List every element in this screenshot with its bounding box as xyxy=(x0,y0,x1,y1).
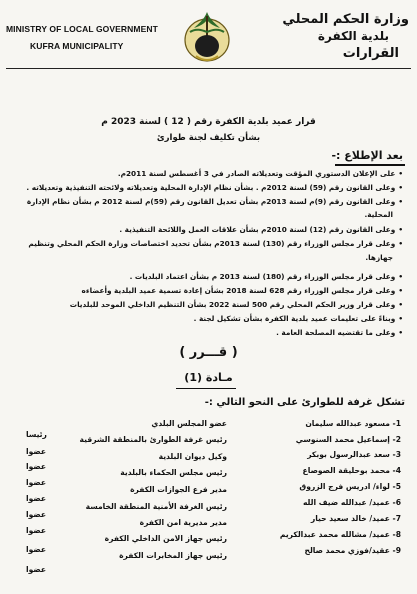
preamble-heading-underline xyxy=(335,164,405,166)
preamble-item-continued: جهازها. xyxy=(365,253,393,262)
ministry-name-ar: وزارة الحكم المحلي xyxy=(282,12,409,27)
preamble-item: • وعلى القانون رقم (9)م لسنة 2013م بشأن تعديل القانون رقم (59)م لسنة 2012 م بشأن نظام الإدارة xyxy=(27,197,403,206)
member-position: عضوا xyxy=(26,545,47,554)
member-position: رئيسا xyxy=(26,430,47,439)
decided-heading: ( قـــرر ) xyxy=(179,345,238,360)
member-role: رئيس الغرفة الأمنية المنطقة الخامسة xyxy=(85,502,227,511)
header-divider xyxy=(6,68,411,69)
ministry-name-en: MINISTRY OF LOCAL GOVERNMENT xyxy=(6,24,158,34)
article-heading-underline xyxy=(176,388,236,389)
article-heading: مـادة (1) xyxy=(184,371,233,384)
member-role: رئيس مجلس الحكماء بالبلدية xyxy=(120,468,227,477)
decision-title: قرار عميد بلدية الكفرة رقم ( 12 ) لسنة 2023 م xyxy=(101,117,316,127)
preamble-heading: بعد الإطلاع :- xyxy=(331,149,403,162)
preamble-item: • على الإعلان الدستوري المؤقت وتعديلاته الصادر في 3 أغسطس لسنة 2011م. xyxy=(118,169,403,178)
member-position: عضوا xyxy=(26,494,47,503)
member-position: عضوا xyxy=(26,462,47,471)
member-role: رئيس جهاز المخابرات الكفرة xyxy=(119,551,227,560)
committee-intro: تشكل غرفة للطوارئ على النحو التالي :- xyxy=(204,397,405,408)
member-role: رئيس جهاز الامن الداخلي الكفرة xyxy=(104,534,227,543)
preamble-item: • وعلى ما تقتضيه المصلحة العامة . xyxy=(276,328,403,337)
member-position: عضوا xyxy=(26,510,47,519)
preamble-item-continued: المحلية. xyxy=(364,210,393,219)
member-position: عضوا xyxy=(26,565,47,574)
preamble-item: • وعلى قرار مجلس الوزراء رقم (130) لسنة 2013م بشأن تحديد اختصاصات وزارة الحكم المحلي وتنظيم xyxy=(28,239,403,248)
member-name: 2- إسماعيل محمد السنوسي xyxy=(295,435,401,444)
member-name: 9- عقيد/فوزي محمد صالح xyxy=(304,546,401,555)
emblem-logo-icon xyxy=(180,6,234,66)
preamble-item: • وعلى القانون رقم (59) لسنة 2012م . بشأن نظام الإدارة المحلية وتعديلاته ولائحته التنفيذية وتعديلاته . xyxy=(26,183,403,192)
member-role: مدير فرع الجوازات الكفرة xyxy=(130,485,227,494)
member-name: 5- لواء/ ادريس فرج الزروق xyxy=(299,482,401,491)
decisions-label-ar: القرارات xyxy=(342,46,399,61)
member-name: 8- عميد/ مشالله محمد عبدالكريم xyxy=(279,530,401,539)
decision-subtitle: بشأن تكليف لجنة طوارئ xyxy=(156,133,261,143)
member-role: وكيل ديوان البلدية xyxy=(158,452,227,461)
member-name: 4- محمد بوحليقة الصوصاع xyxy=(302,466,401,475)
preamble-item: • وبناءً على تعليمات عميد بلدية الكفرة بشأن تشكيل لجنة . xyxy=(194,314,403,323)
municipality-emblem xyxy=(180,6,234,66)
preamble-item: • وعلى قرار مجلس الوزراء رقم (180) لسنة 2013 م بشأن اعتماد البلديات . xyxy=(130,272,403,281)
member-role: رئيس غرفة الطوارئ بالمنطقة الشرقية xyxy=(79,435,227,444)
member-role: عضو المجلس البلدي xyxy=(151,419,227,428)
member-position: عضوا xyxy=(26,447,47,456)
preamble-item: • وعلى القانون رقم (12) لسنة 2010م بشأن علاقات العمل واللائحة التنفيذية . xyxy=(119,225,403,234)
preamble-item: • وعلى قرار مجلس الوزراء رقم 628 لسنة 2018 بشأن إعادة تسمية عميد البلدية وأعضاءه xyxy=(82,286,403,295)
municipality-name-ar: بلدية الكفرة xyxy=(317,29,389,43)
member-position: عضوا xyxy=(26,478,47,487)
member-position: عضوا xyxy=(26,526,47,535)
preamble-item: • وعلى قرار وزير الحكم المحلي رقم 500 لسنة 2022 بشأن التنظيم الداخلي الموحد للبلديات xyxy=(70,300,403,309)
member-name: 6- عميد/ عبدالله ضيف الله xyxy=(302,498,401,507)
member-role: مدير مديرية امن الكفرة xyxy=(139,518,227,527)
member-name: 7- عميد/ خالد سعيد حيار xyxy=(310,514,401,523)
member-name: 3- سعد عبدالرسول بوبكر xyxy=(307,450,401,459)
municipality-name-en: KUFRA MUNICIPALITY xyxy=(30,41,124,51)
member-name: 1- مسعود عبدالله سليمان xyxy=(305,419,401,428)
